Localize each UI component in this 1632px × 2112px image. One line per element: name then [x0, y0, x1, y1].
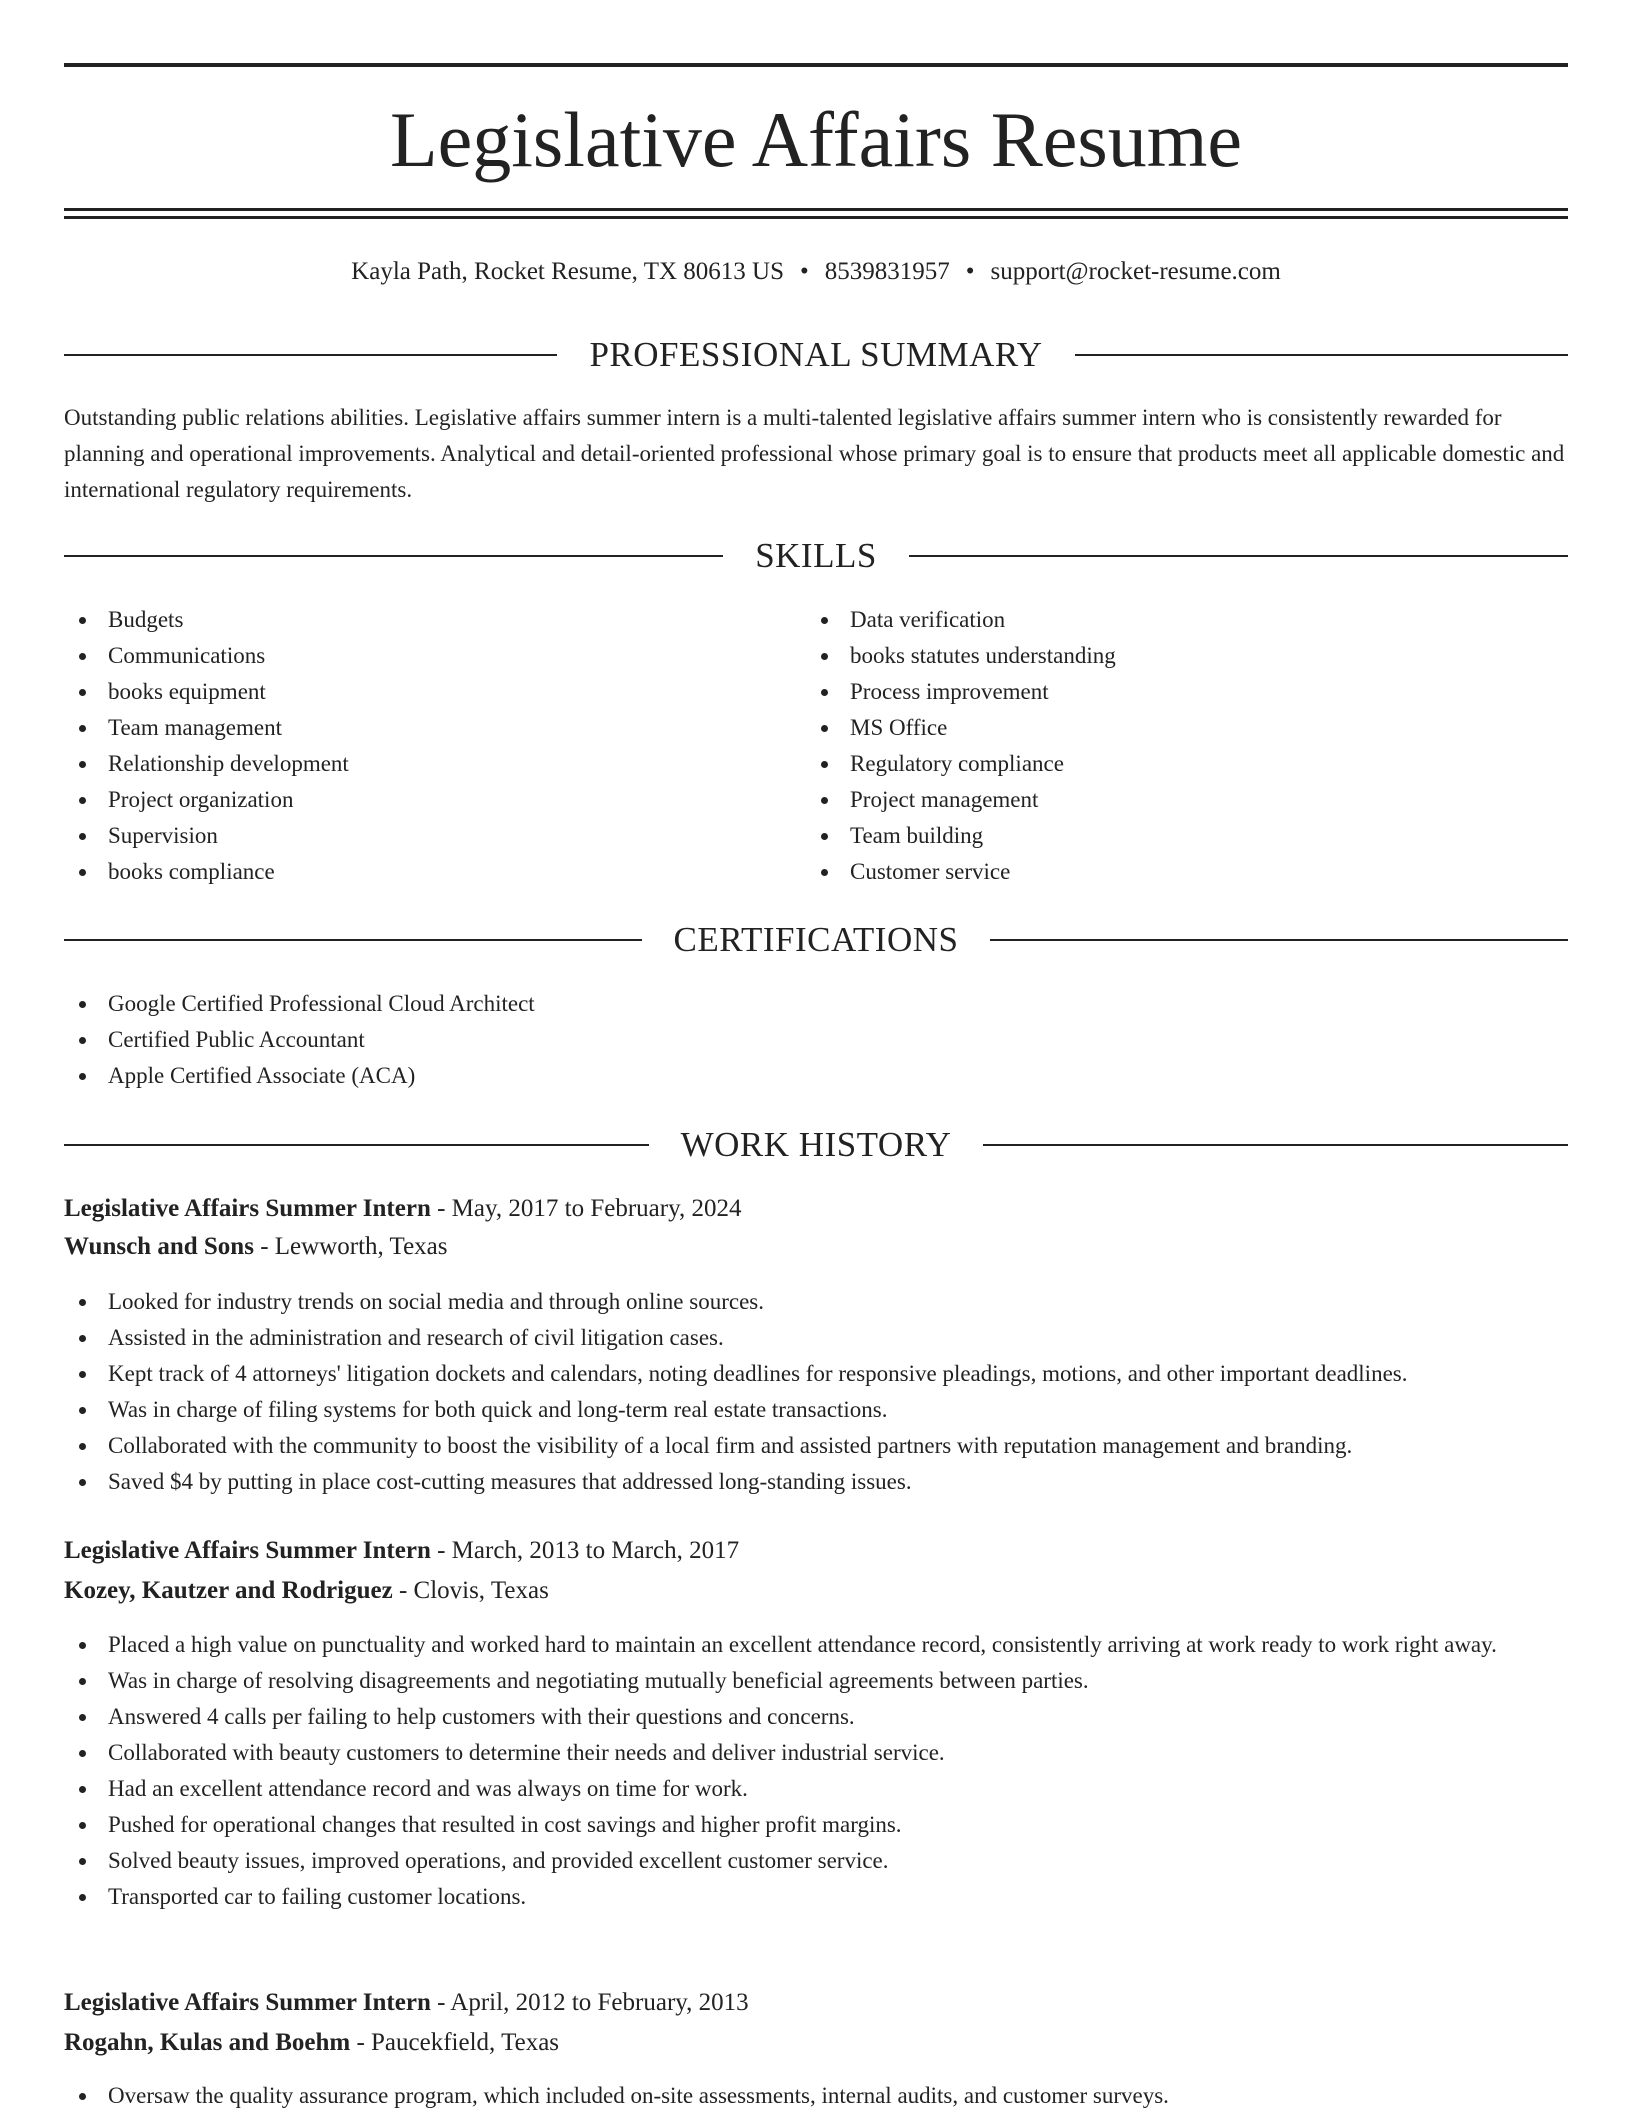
section-header-work-history: [64, 1123, 1568, 1167]
contact-email: support@rocket-resume.com: [990, 258, 1281, 285]
job-dates: - March, 2013 to March, 2017: [437, 1537, 740, 1564]
divider: [64, 354, 557, 356]
divider: [64, 555, 723, 557]
duty-item: Had an excellent attendance record and was always on time for work.: [64, 1771, 1568, 1807]
duty-item: Oversaw the quality assurance program, which included on-site assessments, internal audits, and customer surveys.: [64, 2078, 1568, 2112]
duty-item: Was in charge of resolving disagreements and negotiating mutually beneficial agreements between parties.: [64, 1663, 1568, 1699]
job-title: Legislative Affairs Summer Intern: [64, 1195, 431, 1222]
duty-item: Saved $4 by putting in place cost-cutting measures that addressed long-standing issues.: [64, 1464, 1568, 1500]
contact-address: Kayla Path, Rocket Resume, TX 80613 US: [351, 258, 784, 285]
divider: [983, 1144, 1568, 1146]
skills-list-right: [806, 602, 1568, 890]
duty-item: Solved beauty issues, improved operations, and provided excellent customer service.: [64, 1843, 1568, 1879]
summary-text: Outstanding public relations abilities. Legislative affairs summer intern is a multi-talented legislative affairs summer intern who is consistently rewarded for planning and operational improvements. Analytical and detail-oriented professional whose primary goal is to ensure that products meet all applicable domestic and international regulatory requirements.: [64, 405, 1565, 502]
job-location: - Lewworth, Texas: [260, 1233, 448, 1260]
job-company-line: [64, 1229, 1568, 1265]
duty-item: Answered 4 calls per failing to help customers with their questions and concerns.: [64, 1699, 1568, 1735]
skills-list-left: [64, 602, 804, 890]
skill-item: books equipment: [64, 674, 804, 710]
job-duties-list: [64, 1284, 1568, 1500]
skill-item: Relationship development: [64, 746, 804, 782]
divider: [909, 555, 1568, 557]
duty-item: Kept track of 4 attorneys' litigation dockets and calendars, noting deadlines for responsive pleadings, motions, and other important deadlines.: [64, 1356, 1568, 1392]
title-rule-upper: [64, 208, 1568, 211]
job-location: - Clovis, Texas: [398, 1577, 549, 1604]
skill-item: Data verification: [806, 602, 1568, 638]
divider: [1075, 354, 1568, 356]
certifications-list: [64, 986, 1568, 1094]
skill-item: Team building: [806, 818, 1568, 854]
job-company-line: [64, 1573, 1568, 1609]
job-title: Legislative Affairs Summer Intern: [64, 1537, 431, 1564]
job-dates: - April, 2012 to February, 2013: [437, 1989, 749, 2016]
duty-item: Collaborated with the community to boost the visibility of a local firm and assisted partners with reputation management and branding.: [64, 1428, 1568, 1464]
job-duties-list: [64, 1627, 1568, 1915]
section-header-certifications: [64, 918, 1568, 962]
skill-item: Regulatory compliance: [806, 746, 1568, 782]
contact-separator: •: [965, 258, 975, 285]
job-title-line: [64, 1191, 1568, 1227]
divider: [64, 939, 642, 941]
skill-item: Budgets: [64, 602, 804, 638]
top-rule: [64, 63, 1568, 67]
skill-item: books compliance: [64, 854, 804, 890]
skill-item: Communications: [64, 638, 804, 674]
skill-item: books statutes understanding: [806, 638, 1568, 674]
job-company-line: [64, 2025, 1568, 2061]
title-rule-lower: [64, 216, 1568, 219]
divider: [64, 1144, 649, 1146]
certification-item: Google Certified Professional Cloud Architect: [64, 986, 1568, 1022]
duty-item: Looked for industry trends on social media and through online sources.: [64, 1284, 1568, 1320]
duty-item: Collaborated with beauty customers to determine their needs and deliver industrial service.: [64, 1735, 1568, 1771]
duty-item: Placed a high value on punctuality and worked hard to maintain an excellent attendance record, consistently arriving at work ready to work right away.: [64, 1627, 1568, 1663]
contact-phone: 8539831957: [824, 258, 950, 285]
skill-item: Project management: [806, 782, 1568, 818]
job-company: Kozey, Kautzer and Rodriguez: [64, 1577, 393, 1604]
job-company: Wunsch and Sons: [64, 1233, 254, 1260]
page-title: Legislative Affairs Resume: [389, 96, 1243, 183]
duty-item: Assisted in the administration and research of civil litigation cases.: [64, 1320, 1568, 1356]
divider: [990, 939, 1568, 941]
certification-item: Certified Public Accountant: [64, 1022, 1568, 1058]
section-title: SKILLS: [755, 536, 877, 575]
skill-item: Supervision: [64, 818, 804, 854]
section-header-skills: [64, 534, 1568, 578]
duty-item: Transported car to failing customer locations.: [64, 1879, 1568, 1915]
skill-item: Project organization: [64, 782, 804, 818]
duty-item: Was in charge of filing systems for both quick and long-term real estate transactions.: [64, 1392, 1568, 1428]
job-company: Rogahn, Kulas and Boehm: [64, 2029, 351, 2056]
duty-item: Pushed for operational changes that resulted in cost savings and higher profit margins.: [64, 1807, 1568, 1843]
section-header-summary: [64, 333, 1568, 377]
section-title: PROFESSIONAL SUMMARY: [589, 335, 1043, 374]
skill-item: Process improvement: [806, 674, 1568, 710]
job-dates: - May, 2017 to February, 2024: [437, 1195, 742, 1222]
contact-line: [64, 255, 1568, 289]
job-title: Legislative Affairs Summer Intern: [64, 1989, 431, 2016]
job-location: - Paucekfield, Texas: [356, 2029, 560, 2056]
job-title-line: [64, 1533, 1568, 1569]
contact-separator: •: [800, 258, 809, 285]
skill-item: Customer service: [806, 854, 1568, 890]
skill-item: Team management: [64, 710, 804, 746]
certification-item: Apple Certified Associate (ACA): [64, 1058, 1568, 1094]
job-duties-list: [64, 2078, 1568, 2112]
job-title-line: [64, 1985, 1568, 2021]
section-title: WORK HISTORY: [680, 1125, 952, 1164]
skill-item: MS Office: [806, 710, 1568, 746]
section-title: CERTIFICATIONS: [673, 920, 959, 959]
